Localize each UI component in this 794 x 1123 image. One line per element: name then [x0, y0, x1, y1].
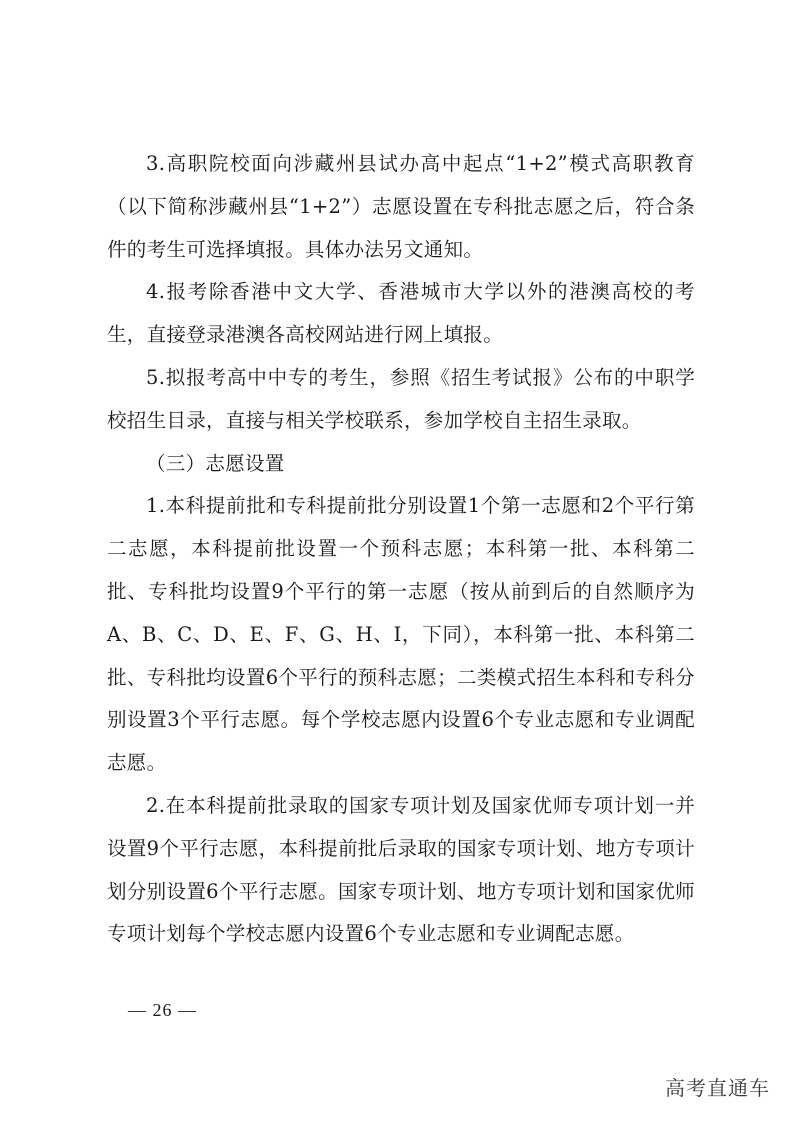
paragraph-item-3: 3.高职院校面向涉藏州县试办高中起点“1+2”模式高职教育（以下简称涉藏州县“1+2”）志愿设置在专科批志愿之后，符合条件的考生可选择填报。具体办法另文通知。: [107, 152, 695, 261]
paragraph-item-4: 4.报考除香港中文大学、香港城市大学以外的港澳高校的考生，直接登录港澳各高校网站进行网上填报。: [107, 280, 695, 347]
section-heading: （三）志愿设置: [146, 451, 285, 475]
watermark-text: 高考直通车: [665, 1076, 770, 1100]
section-paragraph-1: 1.本科提前批和专科提前批分别设置1个第一志愿和2个平行第二志愿，本科提前批设置一个预科志愿；本科第一批、本科第二批、专科批均设置9个平行的第一志愿（按从前到后的自然顺序为A、B、C、D、E、F、G、H、I，下同），本科第一批、本科第二批、专科批均设置6个平行的预科志愿；二类模式招生本科和专科分别设置3个平行志愿。每个学校志愿内设置6个专业志愿和专业调配志愿。: [107, 494, 695, 775]
paragraph-item-5: 5.拟报考高中中专的考生，参照《招生考试报》公布的中职学校招生目录，直接与相关学校联系，参加学校自主招生录取。: [107, 365, 695, 432]
section-paragraph-2: 2.在本科提前批录取的国家专项计划及国家优师专项计划一并设置9个平行志愿，本科提前批后录取的国家专项计划、地方专项计划分别设置6个平行志愿。国家专项计划、地方专项计划和国家优师专项计划每个学校志愿内设置6个专业志愿和专业调配志愿。: [107, 793, 695, 946]
page-number: — 26 —: [128, 1000, 197, 1020]
page-content: [107, 143, 695, 956]
